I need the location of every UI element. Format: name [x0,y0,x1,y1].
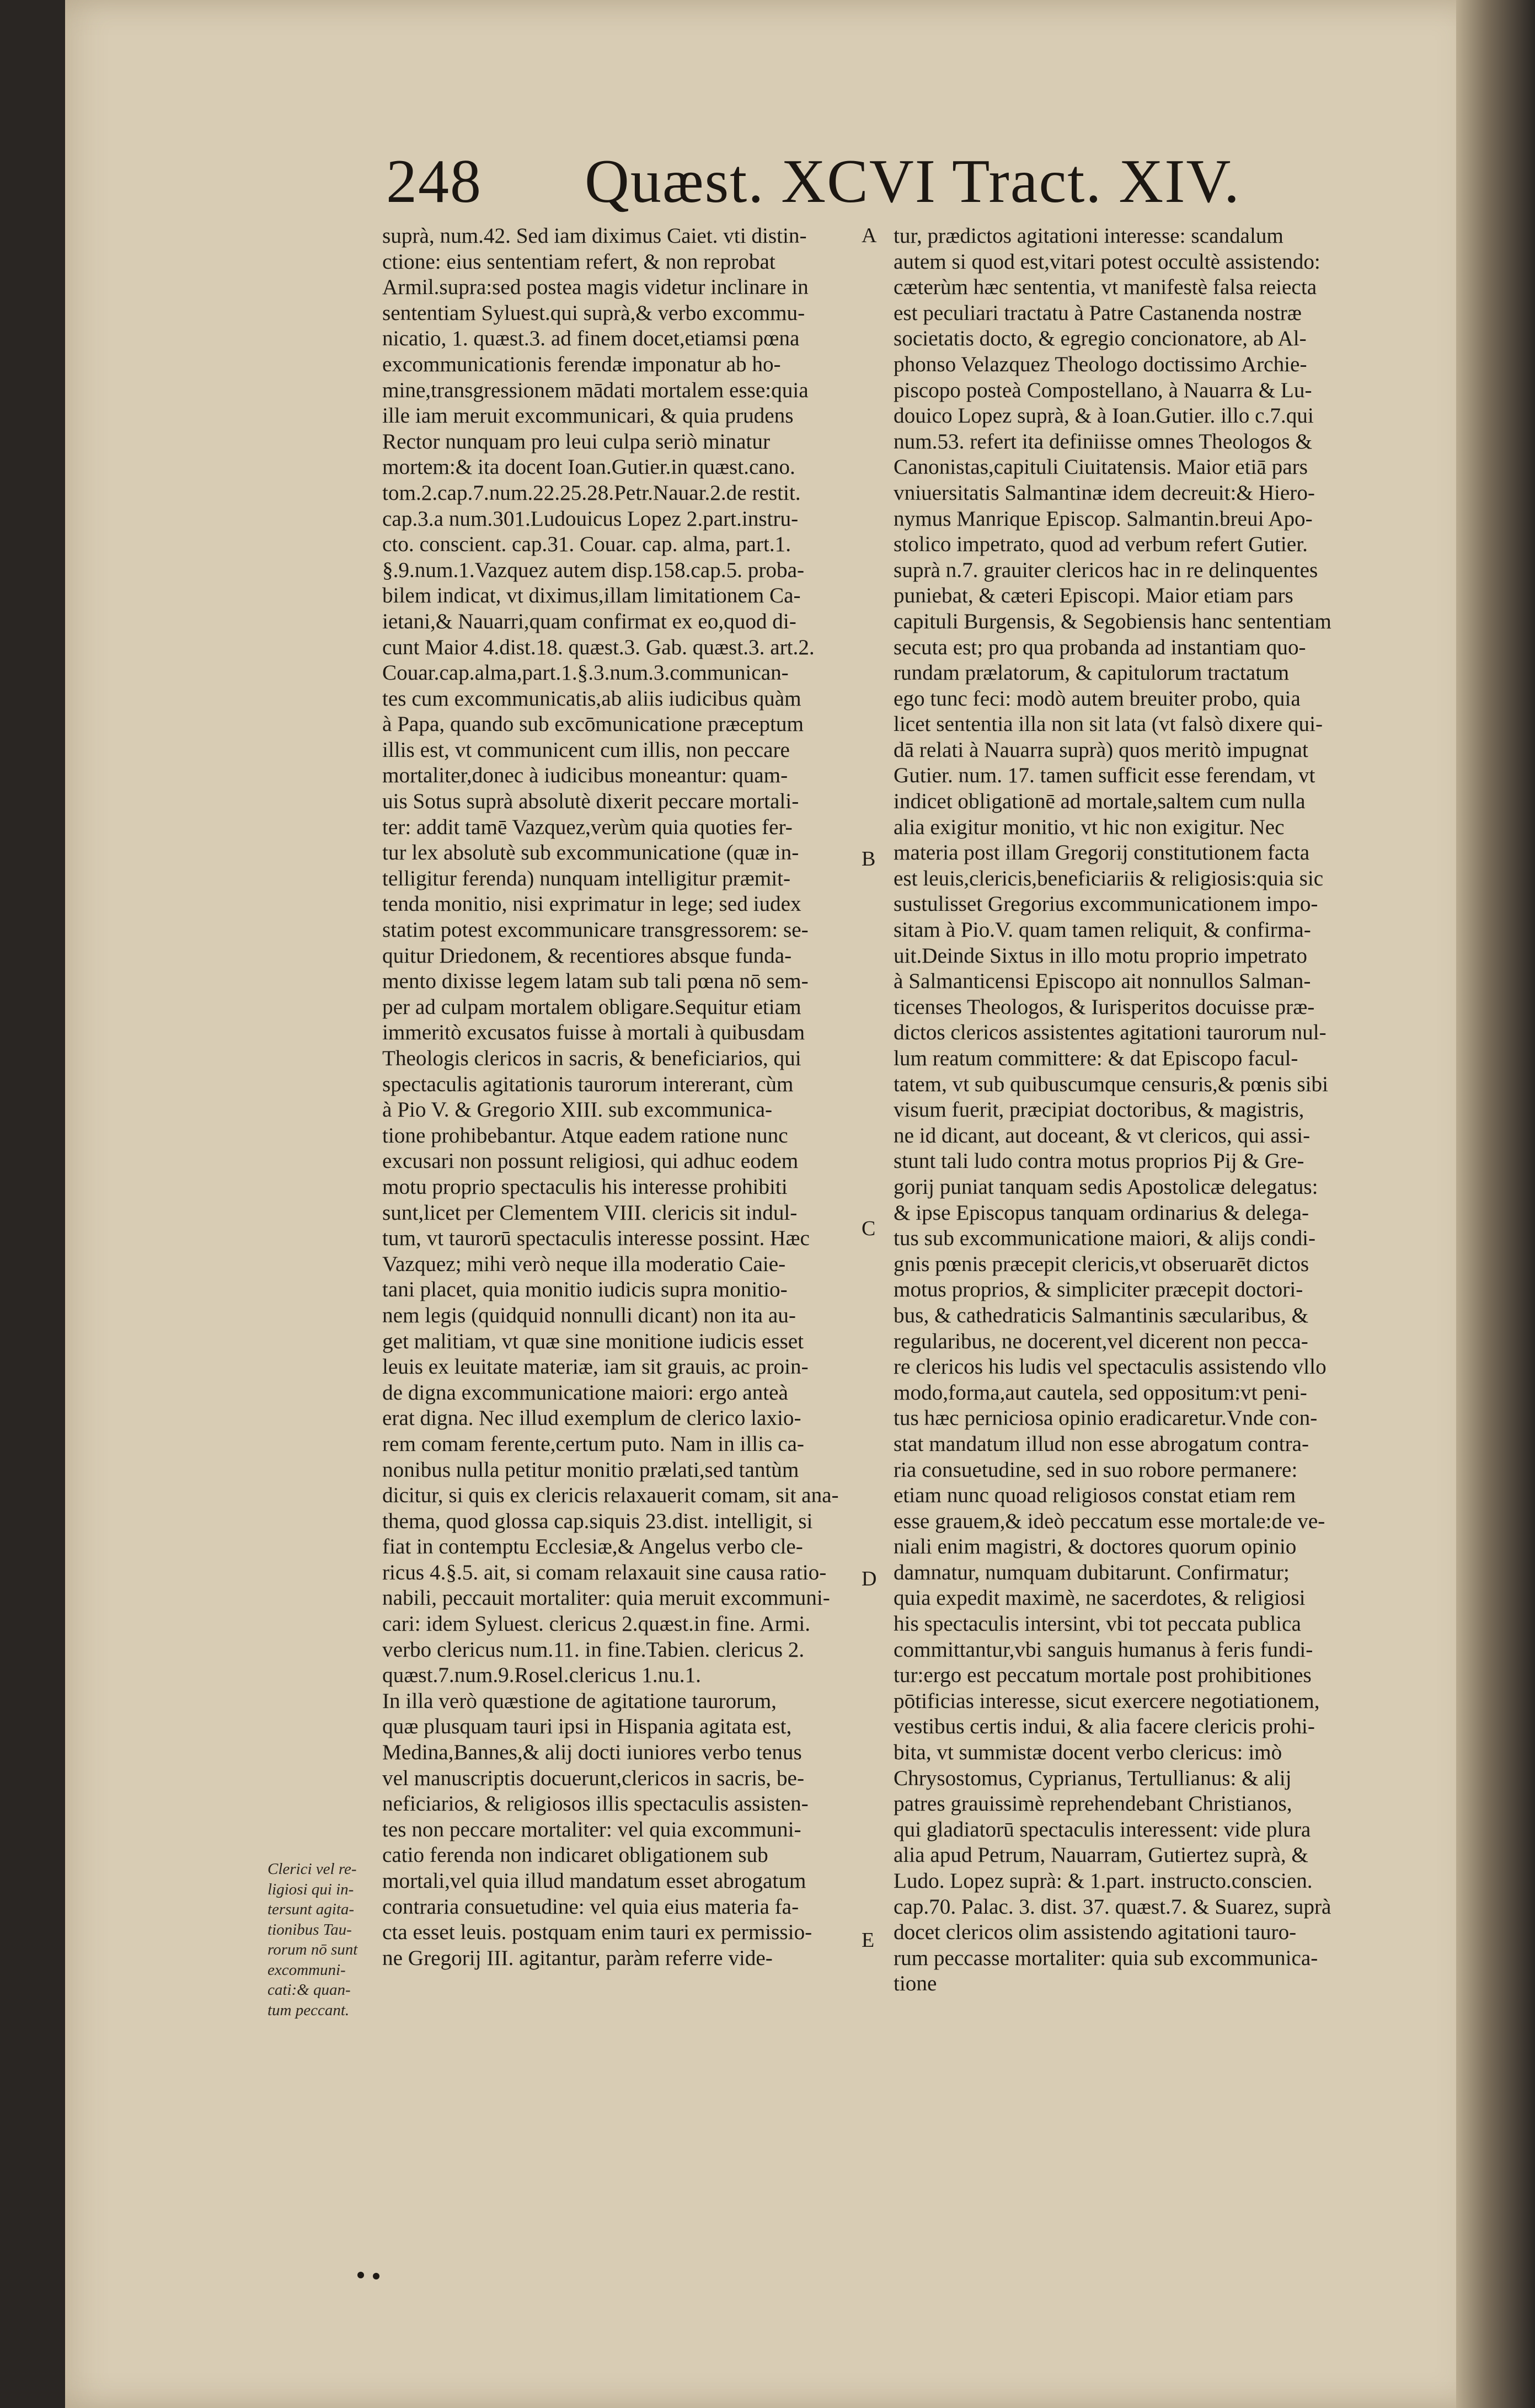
text-line: In illa verò quæstione de agitatione taurorum, [382,1689,777,1713]
text-line: motu proprio spectaculis his interesse prohibiti [382,1174,788,1199]
text-line: rundam prælatorum, & capitulorum tractatum [894,661,1290,685]
text-line: societatis docto, & egregio concionatore, ab Al- [894,327,1307,351]
text-line: bilem indicat, vt diximus,illam limitationem Ca- [382,584,801,608]
text-line: suprà, num.42. Sed iam diximus Caiet. vti distin- [382,224,807,248]
text-line: tus hæc perniciosa opinio eradicaretur.Vnde con- [894,1406,1318,1430]
margin-note-line: cati:& quan- [268,1981,351,1999]
text-line: uit.Deinde Sixtus in illo motu proprio impetrato [894,943,1307,968]
text-line: catio ferenda non indicaret obligationem sub [382,1843,768,1867]
text-line: materia post illam Gregorij constitutionem facta [894,841,1310,865]
text-line: sustulisset Gregorius excommunicationem impo- [894,892,1318,916]
text-line: tom.2.cap.7.num.22.25.28.Petr.Nauar.2.de restit. [382,480,801,505]
text-line: per ad culpam mortalem obligare.Sequitur etiam [382,995,801,1019]
text-line: §.9.num.1.Vazquez autem disp.158.cap.5. proba- [382,558,805,582]
text-line: cta esset leuis. postquam enim tauri ex permissio- [382,1920,812,1945]
text-line: sunt,licet per Clementem VIII. clericis sit indul- [382,1200,798,1225]
text-line: cæterùm hæc sententia, vt manifestè falsa reiecta [894,275,1317,300]
text-line: quia expedit maximè, ne sacerdotes, & religiosi [894,1586,1306,1610]
text-line: uis Sotus suprà absolutè dixerit peccare mortali- [382,789,799,814]
text-line: sitam à Pio.V. quam tamen reliquit, & confirma- [894,918,1311,942]
text-line: dictos clericos assistentes agitationi taurorum nul- [894,1021,1327,1045]
text-line: damnatur, numquam dubitarunt. Confirmatur; [894,1560,1290,1584]
text-line: cap.3.a num.301.Ludouicus Lopez 2.part.instru- [382,506,799,531]
text-line: patres grauissimè reprehendebant Christianos, [894,1792,1292,1816]
text-line: Vazquez; mihi verò neque illa moderatio Caie- [382,1252,786,1276]
text-line: rum peccasse mortaliter: quia sub excommunica- [894,1946,1318,1970]
text-line: thema, quod glossa cap.siquis 23.dist. intelligit, si [382,1509,813,1533]
text-line: tione [894,1972,937,1996]
text-line: à Pio V. & Gregorio XIII. sub excommunica- [382,1098,773,1122]
text-line: capituli Burgensis, & Segobiensis hanc sententiam [894,609,1331,633]
text-line: leuis ex leuitate materiæ, iam sit grauis, ac proin- [382,1355,809,1379]
text-line: niali enim magistri, & doctores quorum opinio [894,1535,1297,1559]
text-line: tes non peccare mortaliter: vel quia excommuni- [382,1817,801,1841]
text-line: Chrysostomus, Cyprianus, Tertullianus: & alij [894,1766,1292,1790]
margin-note-line: rorum nō sunt [268,1941,358,1958]
text-line: etiam nunc quoad religiosos constat etiam rem [894,1483,1296,1508]
text-line: mortem:& ita docent Ioan.Gutier.in quæst.cano. [382,455,795,479]
text-line: Canonistas,capituli Ciuitatensis. Maior etiā pars [894,455,1308,479]
text-line: statim potest excommunicare transgressorem: se- [382,918,809,942]
text-line: Rector nunquam pro leui culpa seriò minatur [382,429,771,453]
text-line: tenda monitio, nisi exprimatur in lege; sed iudex [382,892,801,916]
text-line: nem legis (quidquid nonnulli dicant) non ita au- [382,1303,796,1327]
ink-dot [373,2273,379,2279]
text-line: tur:ergo est peccatum mortale post prohibitiones [894,1663,1312,1688]
text-line: cto. conscient. cap.31. Couar. cap. alma, part.1. [382,532,791,557]
text-line: puniebat, & cæteri Episcopi. Maior etiam pars [894,584,1293,608]
text-line: immeritò excusatos fuisse à mortali à quibusdam [382,1021,805,1045]
text-line: Ludo. Lopez suprà: & 1.part. instructo.conscien. [894,1869,1313,1893]
margin-note-line: excommuni- [268,1961,346,1979]
text-line: de digna excommunicatione maiori: ergo anteà [382,1380,788,1405]
text-line: neficiarios, & religiosos illis spectaculis assisten- [382,1792,809,1816]
text-line: mento dixisse legem latam sub tali pœna nō sem- [382,969,809,994]
text-line: mine,transgressionem mādati mortalem esse:quia [382,378,809,402]
text-line: douico Lopez suprà, & à Ioan.Gutier. illo c.7.qui [894,404,1314,428]
right-column [894,223,1379,1997]
text-line: ticenses Theologos, & Iurisperitos docuisse præ- [894,995,1315,1019]
text-line: stolico impetrato, quod ad verbum refert Gutier. [894,532,1308,557]
text-line: nonibus nulla petitur monitio prælati,sed tantùm [382,1457,799,1482]
text-line: ter: addit tamē Vazquez,verùm quia quoties fer- [382,815,793,839]
ink-dot [357,2272,364,2278]
text-line: quitur Driedonem, & recentiores absque funda- [382,943,792,968]
text-line: ricus 4.§.5. ait, si comam relaxauit sine causa ratio- [382,1560,827,1584]
margin-note-line: tionibus Tau- [268,1920,352,1939]
text-line: tur, prædictos agitationi interesse: scandalum [894,224,1283,248]
text-line: tur lex absolutè sub excommunicatione (quæ in- [382,841,799,865]
text-line: Couar.cap.alma,part.1.§.3.num.3.communican- [382,661,789,685]
text-line: contraria consuetudine: vel quia eius materia fa- [382,1894,799,1919]
text-line: fiat in contemptu Ecclesiæ,& Angelus verbo cle- [382,1535,803,1559]
text-line: à Papa, quando sub excōmunicatione præceptum [382,712,804,736]
running-title: Quæst. XCVI Tract. XIV. [585,147,1240,216]
text-line: ego tunc feci: modò autem breuiter probo, quia [894,686,1301,711]
text-line: mortaliter,donec à iudicibus moneantur: quam- [382,763,788,788]
text-line: pōtificias interesse, sicut exercere negotiationem, [894,1689,1320,1713]
text-line: re clericos his ludis vel spectaculis assistendo vllo [894,1355,1327,1379]
text-line: ietani,& Nauarri,quam confirmat ex eo,quod di- [382,609,796,633]
text-line: autem si quod est,vitari potest occultè assistendo: [894,249,1320,274]
text-line: mortali,vel quia illud mandatum esset abrogatum [382,1869,806,1893]
text-line: Theologis clericos in sacris, & beneficiarios, qui [382,1047,801,1070]
text-line: quæ plusquam tauri ipsi in Hispania agitata est, [382,1715,792,1739]
text-line: esse grauem,& ideò peccatum esse mortale:de ve- [894,1509,1325,1533]
margin-note [268,1859,375,2020]
text-line: bus, & cathedraticis Salmantinis sæcularibus, & [894,1303,1309,1327]
text-line: tione prohibebantur. Atque eadem ratione nunc [382,1123,788,1147]
text-line: gorij puniat tanquam sedis Apostolicæ delegatus: [894,1174,1318,1199]
text-line: secuta est; pro qua probanda ad instantiam quo- [894,635,1306,659]
text-line: vestibus certis indui, & alia facere clericis prohi- [894,1715,1315,1739]
margin-note-line: ligiosi qui in- [268,1880,354,1898]
text-line: stat mandatum illud non esse abrogatum contra- [894,1432,1309,1456]
text-line: tes cum excommunicatis,ab aliis iudicibus quàm [382,686,801,711]
section-letter: E [862,1929,875,1952]
text-line: docet clericos olim assistendo agitationi tauro- [894,1920,1297,1945]
text-line: qui gladiatorū spectaculis interessent: vide plura [894,1817,1311,1841]
text-line: spectaculis agitationis taurorum intererant, cùm [382,1072,794,1096]
text-line: committantur,vbi sanguis humanus à feris fundi- [894,1637,1313,1662]
text-line: lum reatum committere: & dat Episcopo facul- [894,1047,1298,1070]
text-line: nabili, peccauit mortaliter: quia meruit excommuni- [382,1586,830,1610]
margin-note-line: tum peccant. [268,2001,350,2019]
text-line: vel manuscriptis docuerunt,clericos in sacris, be- [382,1766,804,1790]
text-line: Medina,Bannes,& alij docti iuniores verbo tenus [382,1740,802,1765]
text-line: cap.70. Palac. 3. dist. 37. quæst.7. & Suarez, suprà [894,1894,1331,1919]
text-line: cari: idem Syluest. clericus 2.quæst.in fine. Armi. [382,1612,810,1636]
section-letters [862,223,884,1989]
text-line: est peculiari tractatu à Patre Castanenda nostræ [894,301,1302,325]
section-letter: C [862,1217,876,1240]
text-line: tatem, vt sub quibuscumque censuris,& pœnis sibi [894,1072,1329,1096]
text-line: gnis pœnis præcepit clericis,vt obseruarēt dictos [894,1252,1309,1276]
text-line: motus proprios, & simpliciter præcepit doctori- [894,1278,1303,1302]
text-line: nymus Manrique Episcop. Salmantin.breui Apo- [894,506,1313,531]
text-line: est leuis,clericis,beneficiariis & religiosis:quia sic [894,866,1324,890]
text-line: alia exigitur monitio, vt hic non exigitur. Nec [894,815,1285,839]
text-line: indicet obligationē ad mortale,saltem cum nulla [894,789,1306,814]
text-line: his spectaculis intersint, vbi tot peccata publica [894,1612,1301,1636]
text-line: ille iam meruit excommunicari, & quia prudens [382,404,794,428]
text-line: nicatio, 1. quæst.3. ad finem docet,etiamsi pœna [382,327,800,351]
text-line: & ipse Episcopus tanquam ordinarius & delega- [894,1200,1309,1225]
text-line: phonso Velazquez Theologo doctissimo Archie- [894,352,1307,376]
section-letter: A [862,224,877,247]
section-letter: B [862,847,876,871]
text-line: excusari non possunt religiosi, qui adhuc eodem [382,1149,799,1173]
text-line: dicitur, si quis ex clericis relaxauerit comam, sit ana- [382,1483,839,1508]
text-line: alia apud Petrum, Nauarram, Gutiertez suprà, & [894,1843,1308,1867]
text-line: ne id dicant, aut doceant, & vt clericos, qui assi- [894,1123,1311,1147]
text-line: Gutier. num. 17. tamen sufficit esse ferendam, vt [894,763,1315,788]
running-header [386,146,1324,218]
margin-note-line: tersunt agita- [268,1900,355,1918]
text-line: verbo clericus num.11. in fine.Tabien. clericus 2. [382,1637,805,1662]
text-line: stunt tali ludo contra motus proprios Pij & Gre- [894,1149,1304,1173]
text-line: sententiam Syluest.qui suprà,& verbo excommu- [382,301,805,325]
text-line: illis est, vt communicent cum illis, non peccare [382,738,790,762]
text-line: modo,forma,aut cautela, sed oppositum:vt peni- [894,1380,1307,1405]
text-line: tus sub excommunicatione maiori, & alijs condi- [894,1226,1316,1251]
text-line: licet sententia illa non sit lata (vt falsò dixere qui- [894,712,1323,736]
text-line: à Salmanticensi Episcopo ait nonnullos Salman- [894,969,1311,994]
text-line: suprà n.7. grauiter clericos hac in re delinquentes [894,558,1318,582]
text-line: vniuersitatis Salmantinæ idem decreuit:& Hiero- [894,480,1315,505]
text-line: tani placet, quia monitio iudicis supra monitio- [382,1278,788,1302]
page-edge [1456,0,1535,2408]
page-number: 248 [386,147,482,216]
text-line: visum fuerit, præcipiat doctoribus, & magistris, [894,1098,1304,1122]
text-line: piscopo posteà Compostellano, à Nauarra & Lu- [894,378,1312,402]
text-line: excommunicationis ferendæ imponatur ab ho- [382,352,781,376]
text-line: ria consuetudine, sed in suo robore permanere: [894,1457,1298,1482]
text-line: quæst.7.num.9.Rosel.clericus 1.nu.1. [382,1663,701,1688]
text-line: regularibus, ne docerent,vel dicerent non pecca- [894,1329,1308,1353]
text-line: tum, vt taurorū spectaculis interesse possint. Hæc [382,1226,810,1251]
left-column [382,223,854,1971]
section-letter: D [862,1567,877,1590]
text-line: get malitiam, vt quæ sine monitione iudicis esset [382,1329,804,1353]
text-line: erat digna. Nec illud exemplum de clerico laxio- [382,1406,801,1430]
text-line: telligitur ferenda) nunquam intelligitur præmit- [382,866,791,890]
text-line: ne Gregorij III. agitantur, paràm referre vide- [382,1946,773,1970]
text-line: Armil.supra:sed postea magis videtur inclinare in [382,275,809,300]
text-line: cunt Maior 4.dist.18. quæst.3. Gab. quæst.3. art.2. [382,635,815,659]
text-line: dā relati à Nauarra suprà) quos meritò impugnat [894,738,1308,762]
text-line: bita, vt summistæ docent verbo clericus: imò [894,1740,1282,1765]
text-line: rem comam ferente,certum puto. Nam in illis ca- [382,1432,804,1456]
margin-note-line: Clerici vel re- [268,1860,357,1878]
text-line: ctione: eius sententiam refert, & non reprobat [382,249,775,274]
text-line: num.53. refert ita definiisse omnes Theologos & [894,429,1312,453]
